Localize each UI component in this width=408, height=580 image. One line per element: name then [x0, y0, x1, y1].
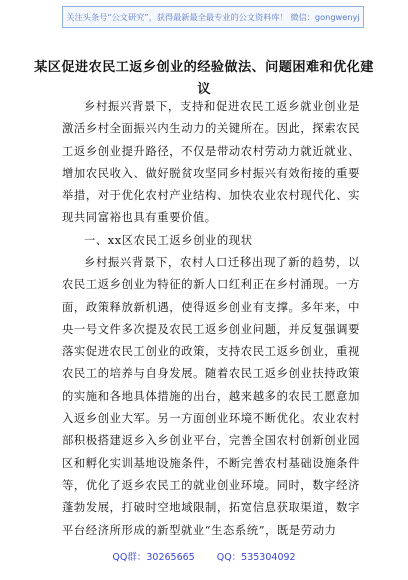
top-banner: [62, 6, 364, 28]
banner-text: 关注头条号“公文研究”，获得最新最全最专业的公文资料库！ 微信：gongwenyj: [66, 11, 360, 22]
section-heading: 一、xx区农民工返乡创业的现状: [84, 234, 253, 247]
document-title-line1: 某区促进农民工返乡创业的经验做法、问题困难和优化建: [34, 60, 374, 75]
intro-paragraph: 乡村振兴背景下，支持和促进农民工返乡就业创业是激活乡村全面振兴内生动力的关键所在。因此，探索农民工返乡创业提升路径，不仅是带动农村劳动力就近就业、增加农民收入、做好脱贫攻坚同乡村振兴有效衔接的重要举措，对于优化农村产业结构、加快农业农村现代化、实现共同富裕也具有重要价值。: [62, 100, 360, 225]
footer: [0, 549, 408, 563]
footer-qq: QQ：535304092: [216, 552, 296, 563]
footer-qq-group: QQ群：30265665: [112, 552, 195, 563]
document-title-line2: 议: [197, 82, 211, 97]
body-paragraph: 乡村振兴背景下，农村人口迁移出现了新的趋势，以农民工返乡创业为特征的新人口红利正在乡村涌现。一方面，政策释放新机遇，使得返乡创业有支撑。多年来，中央一号文件多次提及农民工返乡创业问题，并反复强调要落实促进农民工创业的政策，支持农民工返乡创业，重视农民工的培养与自身发展。随着农民工返乡创业扶持政策的实施和各地具体措施的出台，越来越多的农民工愿意加入返乡创业大军。另一方面创业环境不断优化。农业农村部积极搭建返乡入乡创业平台，完善全国农村创新创业园区和孵化实训基地设施条件，不断完善农村基础设施条件等，优化了返乡农民工的就业创业环境。同时，数字经济蓬勃发展，打破时空地域限制，拓宽信息获取渠道，数字平台经济所形成的新型就业“生态系统”，既是劳动力: [62, 256, 360, 537]
